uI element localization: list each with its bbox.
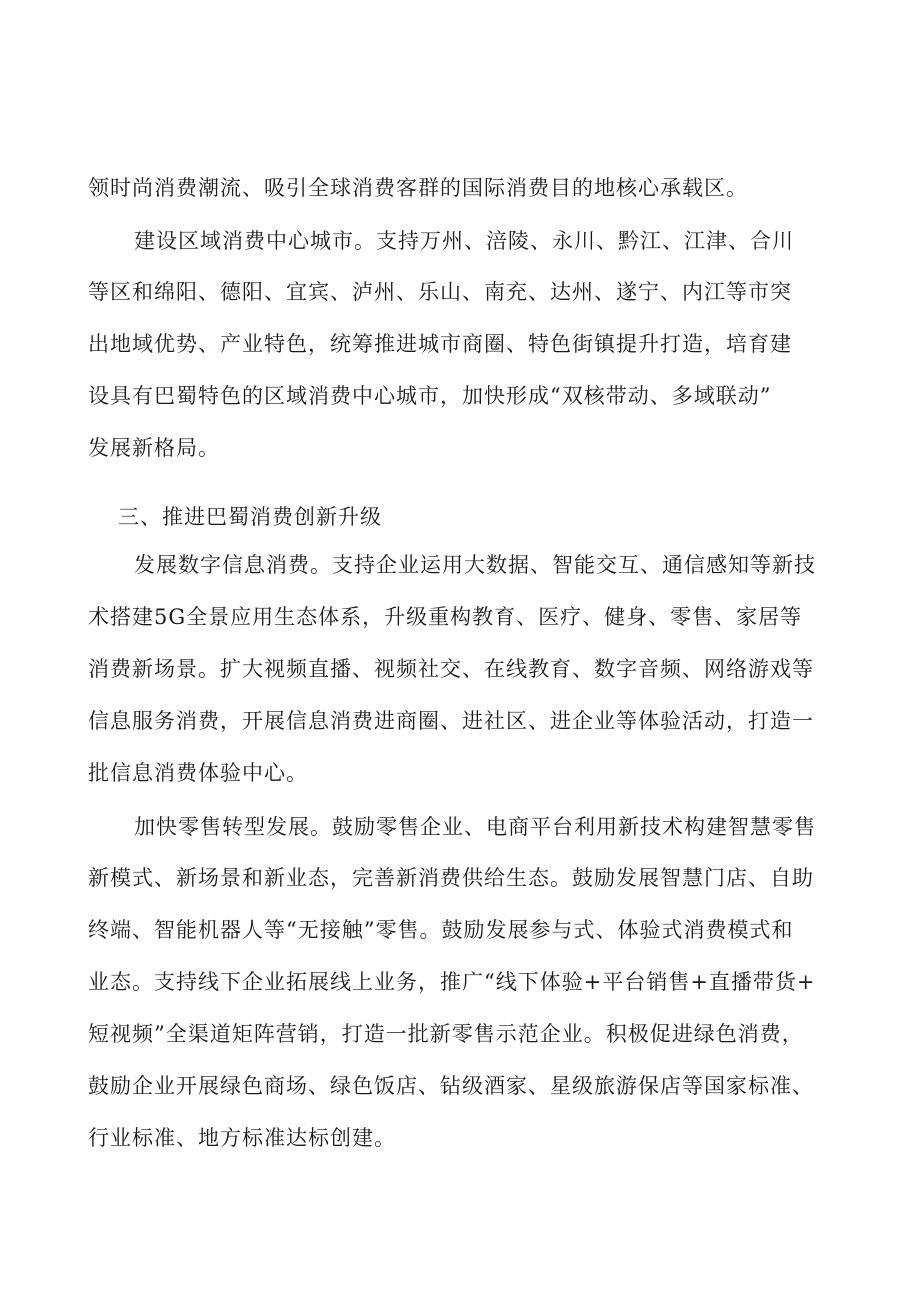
text-line: 鼓励企业开展绿色商场、绿色饭店、钻级酒家、星级旅游保店等国家标准、 [88, 1074, 814, 1098]
text-line: 短视频”全渠道矩阵营销，打造一批新零售示范企业。积极促进绿色消费， [88, 1022, 804, 1046]
text-line: 行业标准、地方标准达标创建。 [88, 1126, 396, 1150]
text-line: 设具有巴蜀特色的区域消费中心城市，加快形成“双核带动、多域联动” [88, 384, 772, 408]
text-line: 批信息消费体验中心。 [88, 761, 308, 785]
text-line: 出地域优势、产业特色，统筹推进城市商圈、特色街镇提升打造，培育建 [88, 332, 792, 356]
text-line: 发展数字信息消费。支持企业运用大数据、智能交互、通信感知等新技 [134, 553, 816, 577]
text-line: 领时尚消费潮流、吸引全球消费客群的国际消费目的地核心承载区。 [88, 176, 748, 200]
text-line: 终端、智能机器人等“无接触”零售。鼓励发展参与式、体验式消费模式和 [88, 918, 794, 942]
text-line: 发展新格局。 [88, 436, 220, 460]
text-line: 建设区域消费中心城市。支持万州、涪陵、永川、黔江、江津、合川 [134, 229, 794, 253]
text-line: 信息服务消费，开展信息消费进商圈、进社区、进企业等体验活动，打造一 [88, 709, 814, 733]
text-line: 等区和绵阳、德阳、宜宾、泸州、乐山、南充、达州、遂宁、内江等市突 [88, 280, 792, 304]
text-line: 业态。支持线下企业拓展线上业务，推广“线下体验+平台销售+直播带货+ [88, 970, 816, 994]
text-line: 新模式、新场景和新业态，完善新消费供给生态。鼓励发展智慧门店、自助 [88, 866, 814, 890]
text-line: 术搭建5G全景应用生态体系，升级重构教育、医疗、健身、零售、家居等 [88, 605, 803, 629]
section-heading: 三、推进巴蜀消费创新升级 [118, 505, 382, 529]
text-line: 消费新场景。扩大视频直播、视频社交、在线教育、数字音频、网络游戏等 [88, 657, 814, 681]
text-line: 加快零售转型发展。鼓励零售企业、电商平台利用新技术构建智慧零售 [134, 815, 816, 839]
